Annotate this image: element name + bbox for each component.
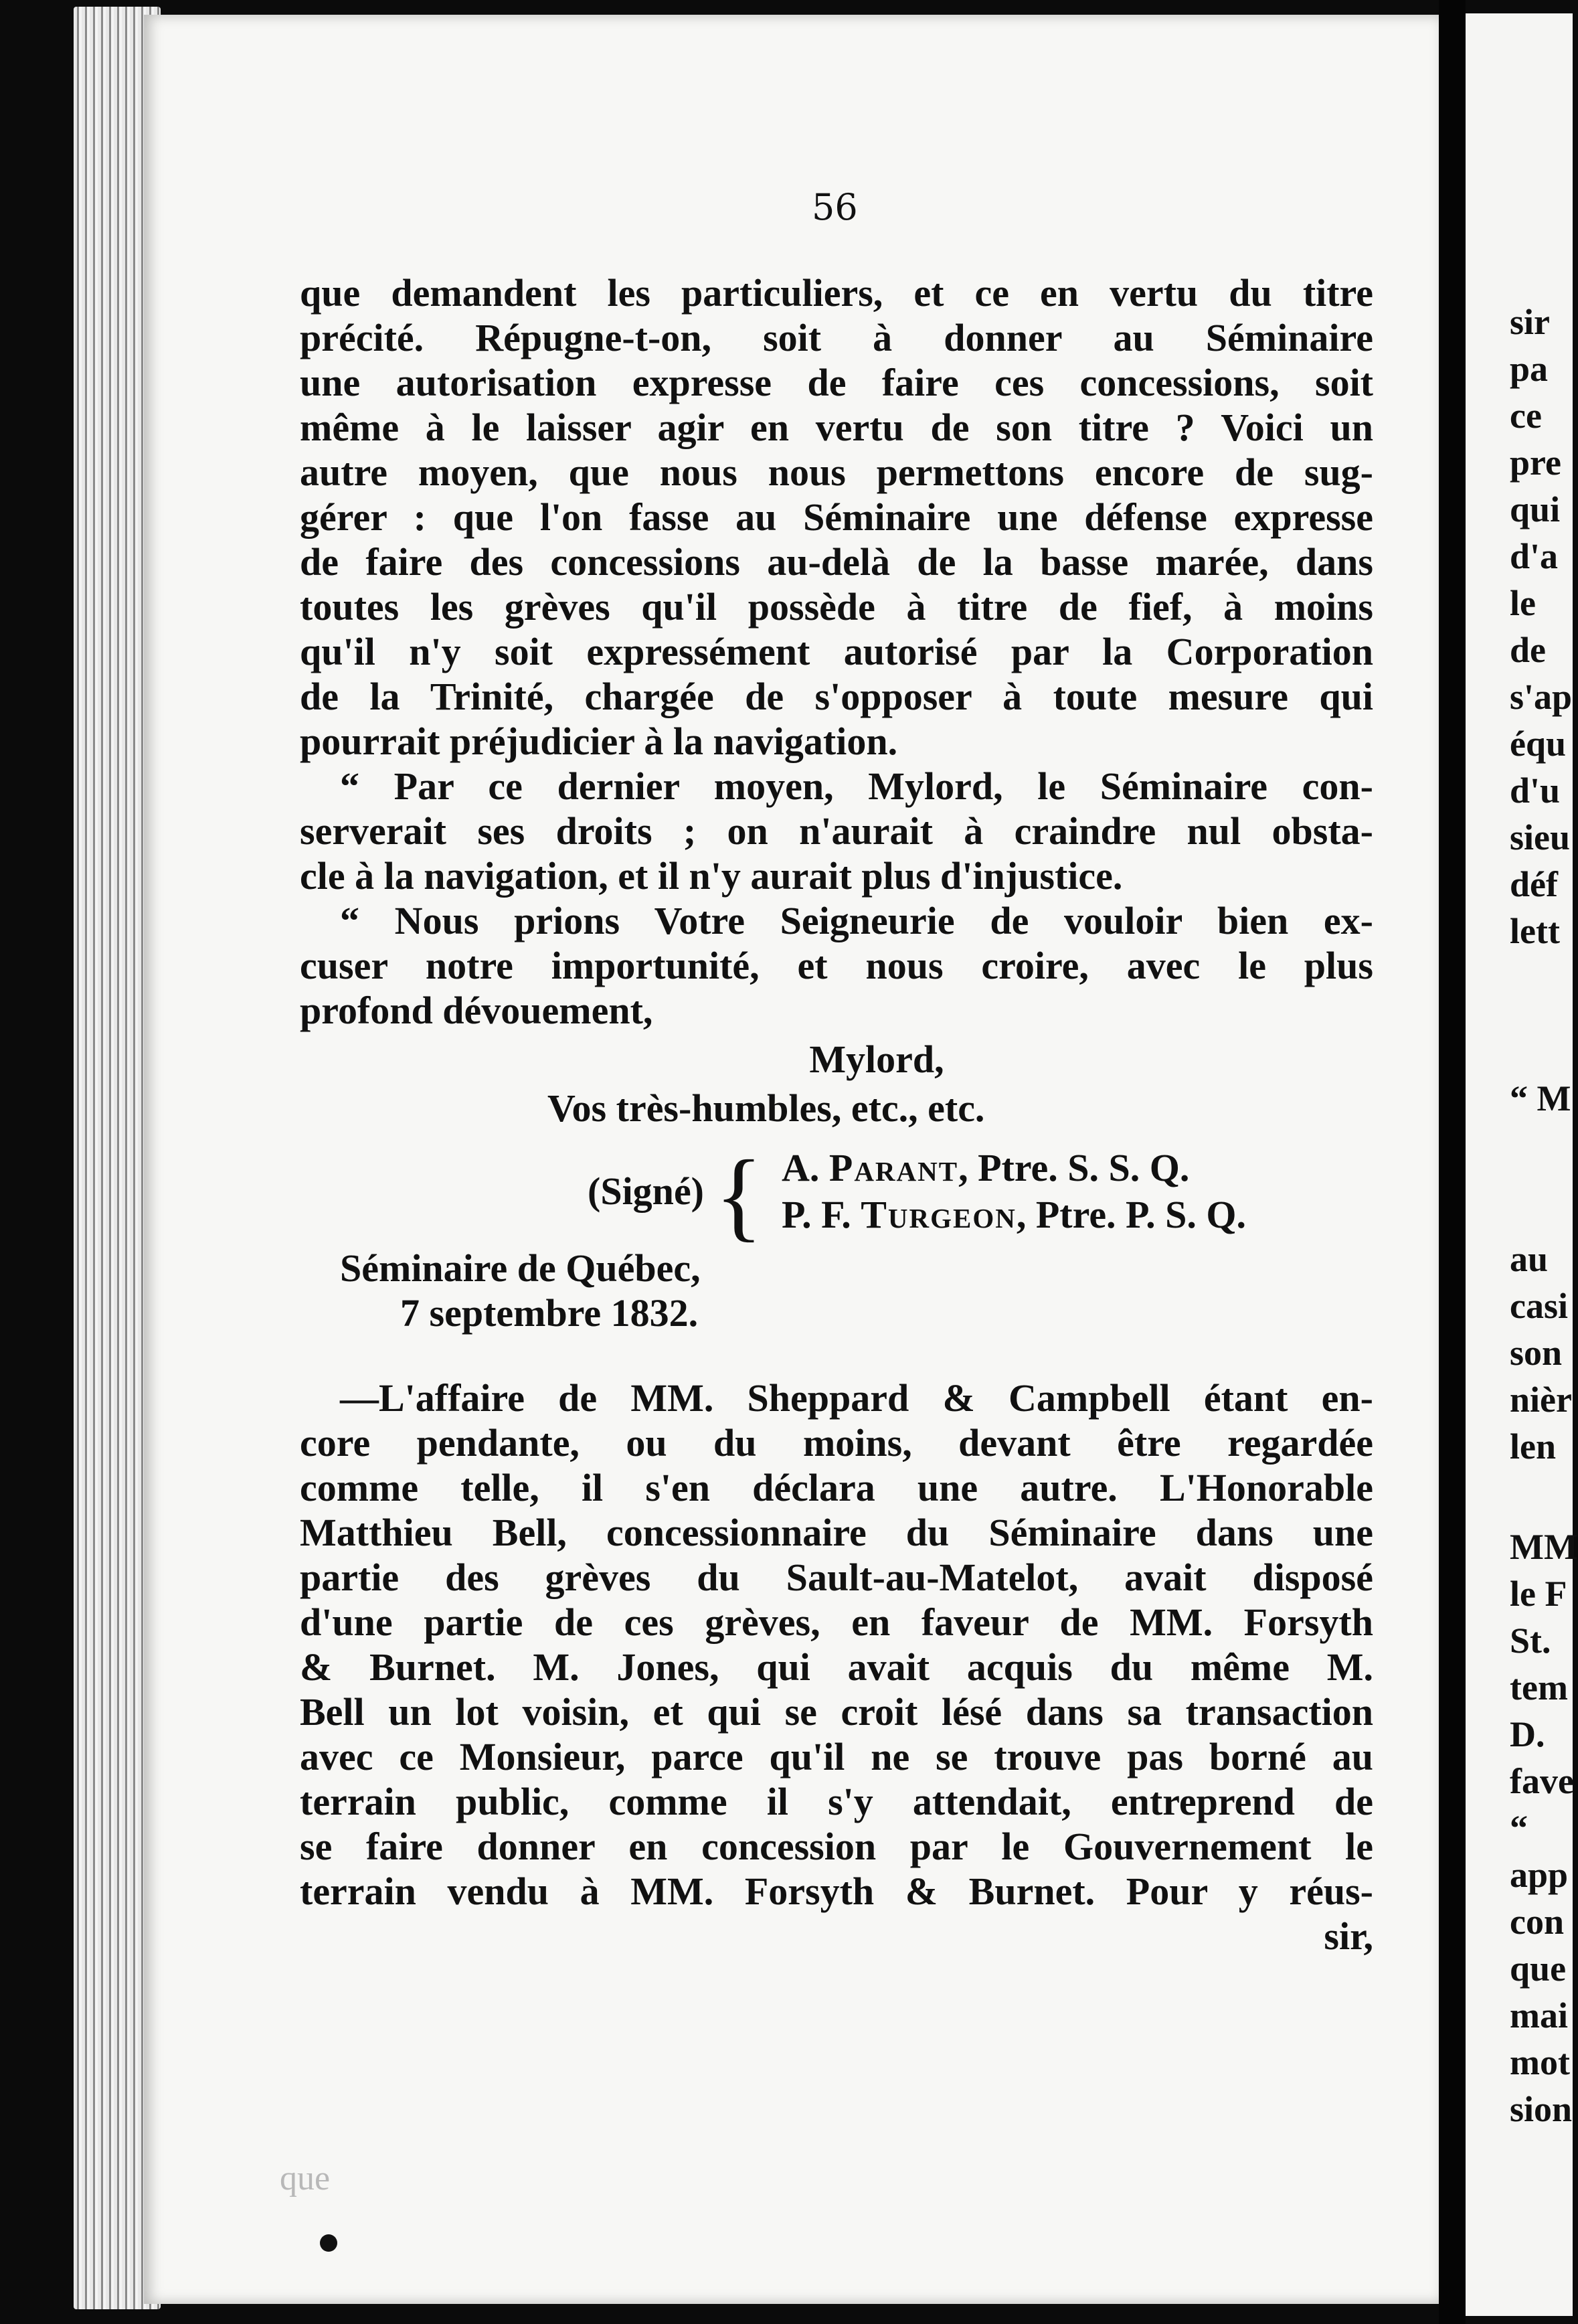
right-page-fragment: mot	[1510, 2042, 1570, 2082]
right-page-fragment: “	[1510, 1808, 1528, 1848]
text-line: “ Nous prions Votre Seigneurie de vouloir bien ex-	[340, 899, 1373, 942]
section-paragraph	[300, 1376, 1373, 1959]
right-page-fragment: pre	[1510, 442, 1561, 483]
right-page-fragment: tem	[1510, 1667, 1568, 1708]
right-page-fragment: déf	[1510, 864, 1558, 904]
right-page-fragment: équ	[1510, 724, 1567, 764]
right-page-fragment: pa	[1510, 349, 1549, 389]
signatory-parant: A. Parant, Ptre. S. S. Q.	[782, 1146, 1190, 1189]
signe-label: (Signé)	[588, 1169, 704, 1213]
right-page-fragment: son	[1510, 1333, 1563, 1373]
text-line: —L'affaire de MM. Sheppard & Campbell étant en-	[340, 1376, 1373, 1420]
right-page-fragment: fave	[1510, 1761, 1574, 1801]
right-page-fragment: nièr	[1510, 1380, 1572, 1420]
text-line: précité. Répugne-t-on, soit à donner au Séminaire	[300, 316, 1373, 359]
right-page-fragment: St.	[1510, 1621, 1551, 1661]
right-page-fragment: d'a	[1510, 536, 1559, 576]
text-line: core pendante, ou du moins, devant être regardée	[300, 1421, 1373, 1465]
right-page-fragment: len	[1510, 1426, 1557, 1467]
right-page-fragment: s'ap	[1510, 677, 1573, 717]
right-page-fragment: ce	[1510, 396, 1542, 436]
right-page-fragment: d'u	[1510, 770, 1561, 811]
letter-closing: Vos très-humbles, etc., etc.	[547, 1086, 985, 1130]
right-page-fragment: con	[1510, 1902, 1564, 1942]
right-page-fragment: sieu	[1510, 817, 1571, 857]
text-line: terrain vendu à MM. Forsyth & Burnet. Pour y réus-	[300, 1870, 1373, 1913]
ink-dot	[320, 2234, 337, 2252]
page-body	[300, 270, 1373, 1959]
right-page-fragment: “ M	[1510, 1078, 1571, 1118]
page-number: 56	[812, 186, 858, 228]
text-line: toutes les grèves qu'il possède à titre de fief, à moins	[300, 585, 1373, 629]
signatory-turgeon: P. F. Turgeon, Ptre. P. S. Q.	[782, 1193, 1247, 1236]
right-page-fragment: casi	[1510, 1286, 1568, 1326]
text-line: terrain public, comme il s'y attendait, entreprend de	[300, 1780, 1373, 1823]
salutation: Mylord,	[809, 1038, 944, 1081]
right-page-fragment: MM	[1510, 1527, 1578, 1567]
text-line: serverait ses droits ; on n'aurait à craindre nul obsta-	[300, 809, 1373, 853]
text-line: Bell un lot voisin, et qui se croit lésé dans sa transaction	[300, 1690, 1373, 1734]
text-line: “ Par ce dernier moyen, Mylord, le Séminaire con-	[340, 764, 1373, 808]
bleed-through-word: que	[280, 2159, 331, 2197]
catchword: sir,	[1324, 1914, 1373, 1958]
right-page-fragment: app	[1510, 1855, 1569, 1895]
text-line: gérer : que l'on fasse au Séminaire une défense expresse	[300, 495, 1373, 539]
book-gutter	[1439, 0, 1466, 2324]
text-line: cuser notre importunité, et nous croire, avec le plus	[300, 944, 1373, 987]
text-line: une autorisation expresse de faire ces concessions, soit	[300, 361, 1373, 404]
text-line: d'une partie de ces grèves, en faveur de MM. Forsyth	[300, 1600, 1373, 1644]
text-line: & Burnet. M. Jones, qui avait acquis du même M.	[300, 1645, 1373, 1689]
text-line: que demandent les particuliers, et ce en vertu du titre	[300, 271, 1373, 315]
text-line: cle à la navigation, et il n'y aurait plus d'injustice.	[300, 854, 1123, 898]
right-page-fragment: que	[1510, 1948, 1567, 1989]
text-line: se faire donner en concession par le Gouvernement le	[300, 1825, 1373, 1868]
right-page-fragment: le	[1510, 583, 1536, 623]
text-line: pourrait préjudicier à la navigation.	[300, 720, 898, 763]
right-page-fragment: sir	[1510, 302, 1550, 342]
text-line: avec ce Monsieur, parce qu'il ne se trouve pas borné au	[300, 1735, 1373, 1778]
text-line: partie des grèves du Sault-au-Matelot, avait disposé	[300, 1556, 1373, 1599]
letter-date: 7 septembre 1832.	[400, 1291, 699, 1335]
text-line: qu'il n'y soit expressément autorisé par la Corporation	[300, 630, 1373, 673]
right-page-fragment: au	[1510, 1239, 1549, 1279]
text-line: de la Trinité, chargée de s'opposer à toute mesure qui	[300, 675, 1373, 718]
text-line: Matthieu Bell, concessionnaire du Séminaire dans une	[300, 1511, 1373, 1554]
text-line: de faire des concessions au-delà de la basse marée, dans	[300, 540, 1373, 584]
text-line: même à le laisser agir en vertu de son titre ? Voici un	[300, 406, 1373, 449]
text-line: comme telle, il s'en déclara une autre. L'Honorable	[300, 1466, 1373, 1509]
text-line: autre moyen, que nous nous permettons encore de sug-	[300, 450, 1373, 494]
right-page-fragment: qui	[1510, 489, 1561, 529]
right-page-fragment: de	[1510, 630, 1546, 670]
right-page-fragment: le F	[1510, 1574, 1567, 1614]
curly-brace: {	[715, 1140, 763, 1251]
right-page-fragment: D.	[1510, 1714, 1545, 1754]
letter-place: Séminaire de Québec,	[340, 1246, 701, 1290]
text-line: profond dévouement,	[300, 989, 653, 1032]
right-page-fragment: lett	[1510, 911, 1560, 951]
right-page-fragment: mai	[1510, 1995, 1568, 2036]
right-page-fragment: sion	[1510, 2089, 1573, 2129]
signature-block	[300, 1140, 1373, 1251]
